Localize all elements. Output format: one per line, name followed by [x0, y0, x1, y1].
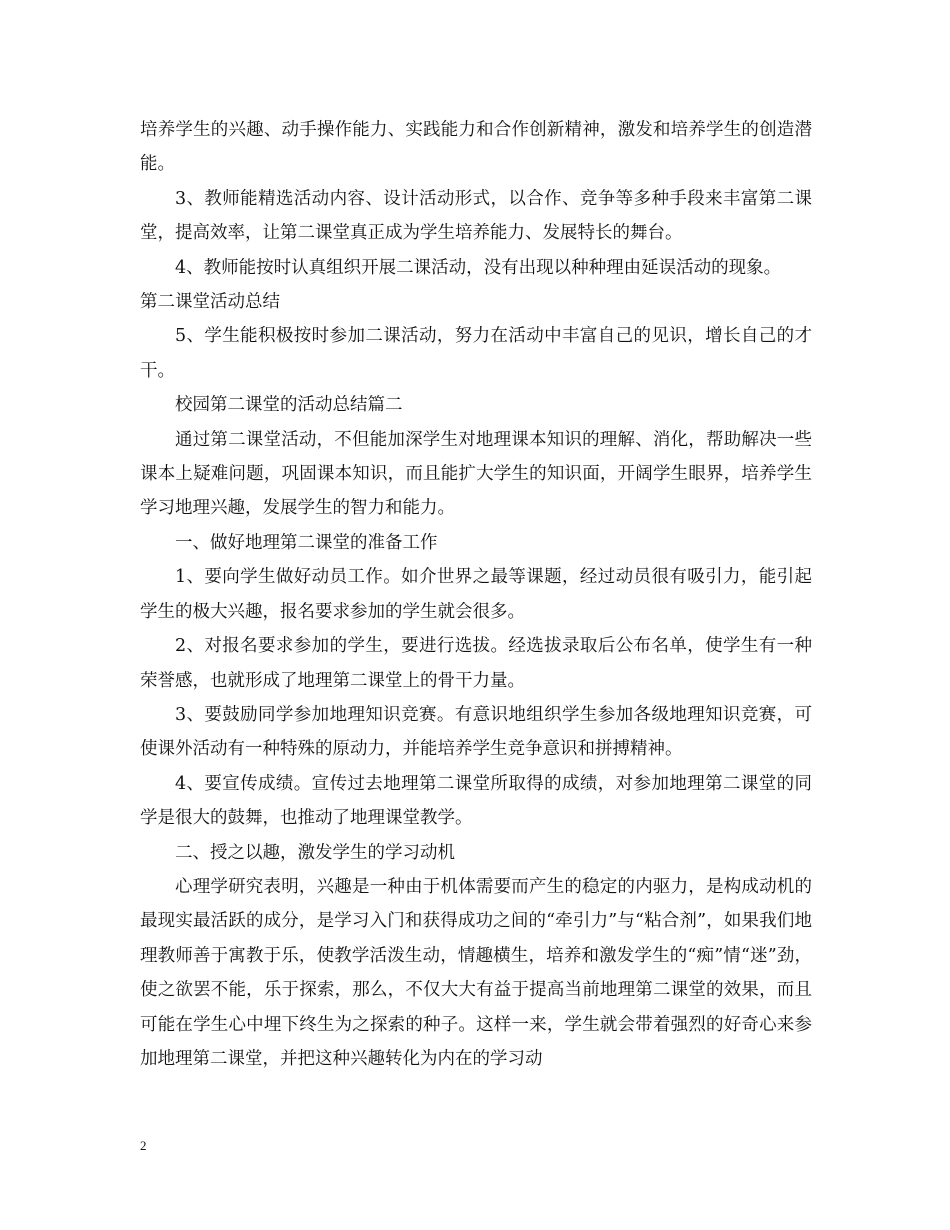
paragraph: 3、要鼓励同学参加地理知识竞赛。有意识地组织学生参加各级地理知识竞赛，可使课外活动有一种特殊的原动力，并能培养学生竞争意识和拼搏精神。 — [140, 704, 812, 760]
section-heading: 二、授之以趣，激发学生的学习动机 — [175, 842, 455, 863]
paragraph: 4、教师能按时认真组织开展二课活动，没有出现以种种理由延误活动的现象。 — [175, 257, 782, 278]
paragraph: 3、教师能精选活动内容、设计活动形式，以合作、竞争等多种手段来丰富第二课堂，提高效率，让第二课堂真正成为学生培养能力、发展特长的舞台。 — [140, 188, 812, 244]
paragraph: 通过第二课堂活动，不但能加深学生对地理课本知识的理解、消化，帮助解决一些课本上疑难问题，巩固课本知识，而且能扩大学生的知识面，开阔学生眼界，培养学生学习地理兴趣，发展学生的智力和能力。 — [140, 429, 812, 519]
paragraph: 第二课堂活动总结 — [140, 292, 280, 313]
paragraph: 1、要向学生做好动员工作。如介世界之最等课题，经过动员很有吸引力，能引起学生的极大兴趣，报名要求参加的学生就会很多。 — [140, 567, 812, 622]
paragraph: 4、要宣传成绩。宣传过去地理第二课堂所取得的成绩，对参加地理第二课堂的同学是很大的鼓舞，也推动了地理课堂教学。 — [140, 773, 812, 829]
paragraph: 5、学生能积极按时参加二课活动，努力在活动中丰富自己的见识，增长自己的才干。 — [140, 326, 812, 381]
paragraph: 2、对报名要求参加的学生，要进行选拔。经选拔录取后公布名单，使学生有一种荣誉感，也就形成了地理第二课堂上的骨干力量。 — [140, 636, 812, 691]
document-body — [140, 113, 812, 1076]
paragraph: 培养学生的兴趣、动手操作能力、实践能力和合作创新精神，激发和培养学生的创造潜能。 — [140, 120, 812, 175]
paragraph: 心理学研究表明，兴趣是一种由于机体需要而产生的稳定的内驱力，是构成动机的最现实最活跃的成分，是学习入门和获得成功之间的“牵引力”与“粘合剂”，如果我们地理教师善于寓教于乐，使教学活泼生动，情趣横生，培养和激发学生的“痴”情“迷”劲，使之欲罢不能，乐于探索，那么，不仅大大有益于提高当前地理第二课堂的效果，而且可能在学生心中埋下终生为之探索的种子。这样一来，学生就会带着强烈的好奇心来参加地理第二课堂，并把这种兴趣转化为内在的学习动 — [140, 876, 812, 1069]
page-number: 2 — [140, 1138, 147, 1153]
section-heading: 校园第二课堂的活动总结篇二 — [175, 395, 403, 416]
section-heading: 一、做好地理第二课堂的准备工作 — [175, 532, 438, 553]
